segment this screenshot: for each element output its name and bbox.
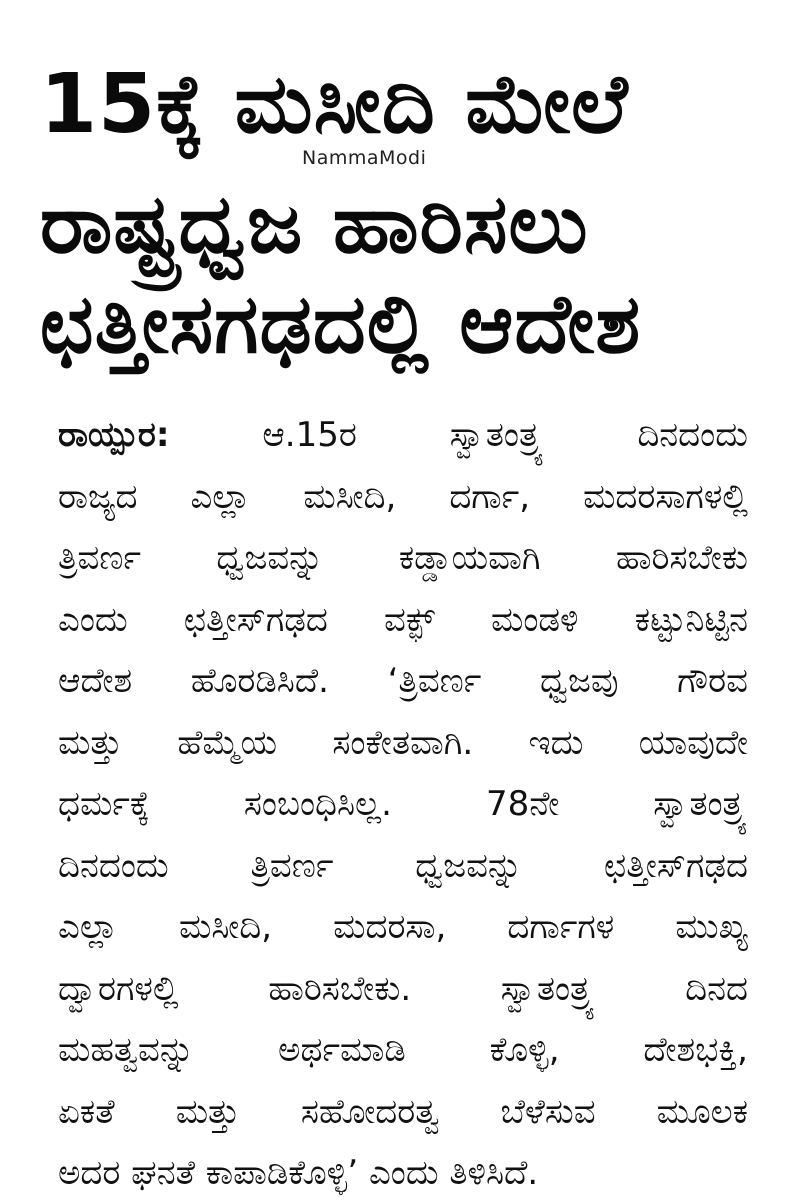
headline-line-3: ಛತ್ತೀಸಗಢದಲ್ಲಿ ಆದೇಶ — [40, 277, 642, 372]
article-line: ಧರ್ಮಕ್ಕೆ ಸಂಬಂಧಿಸಿಲ್ಲ. 78ನೇ ಸ್ವಾತಂತ್ರ್ಯ — [58, 784, 748, 824]
article-line: ಎಲ್ಲಾ ಮಸೀದಿ, ಮದರಸಾ, ದರ್ಗಾಗಳ ಮುಖ್ಯ — [58, 907, 748, 947]
dateline: ರಾಯ್ಪುರ: — [58, 415, 170, 455]
article-line — [58, 405, 748, 467]
article-line: ತ್ರಿವರ್ಣ ಧ್ವಜವನ್ನು ಕಡ್ಡಾಯವಾಗಿ ಹಾರಿಸಬೇಕು — [58, 538, 748, 578]
article-line: ದ್ವಾರಗಳಲ್ಲಿ ಹಾರಿಸಬೇಕು. ಸ್ವಾತಂತ್ರ್ಯ ದಿನದ — [58, 968, 748, 1009]
headline-line-2: ರಾಷ್ಟ್ರಧ್ವಜ ಹಾರಿಸಲು — [40, 177, 589, 272]
article-line: ಎಂದು ಛತ್ತೀಸ್‌ಗಢದ ವಕ್ಫ್ ಮಂಡಳಿ ಕಟ್ಟುನಿಟ್ಟಿನ — [58, 599, 748, 640]
article-line: ರಾಜ್ಯದ ಎಲ್ಲಾ ಮಸೀದಿ, ದರ್ಗಾ, ಮದರಸಾಗಳಲ್ಲಿ — [58, 476, 748, 517]
article-line: ಏಕತೆ ಮತ್ತು ಸಹೋದರತ್ವ ಬೆಳೆಸುವ ಮೂಲಕ — [58, 1091, 748, 1132]
article-line: ದಿನದಂದು ತ್ರಿವರ್ಣ ಧ್ವಜವನ್ನು ಛತ್ತೀಸ್‌ಗಢದ — [58, 845, 748, 886]
article-line-text: ಆ.15ರ ಸ್ವಾತಂತ್ರ್ಯ ದಿನದಂದು — [262, 415, 748, 455]
article-line: ಮಹತ್ವವನ್ನು ಅರ್ಥಮಾಡಿ ಕೊಳ್ಳಿ, ದೇಶಭಕ್ತಿ, — [58, 1030, 748, 1070]
article-line: ಅದರ ಘನತೆ ಕಾಪಾಡಿಕೊಳ್ಳಿ’ ಎಂದು ತಿಳಿಸಿದೆ. — [58, 1153, 539, 1193]
article-body — [58, 405, 748, 1200]
headline-line-1: 15ಕ್ಕೆ ಮಸೀದಿ ಮೇಲೆ — [40, 57, 629, 152]
article-line: ಮತ್ತು ಹೆಮ್ಮೆಯ ಸಂಕೇತವಾಗಿ. ಇದು ಯಾವುದೇ — [58, 722, 748, 763]
article-line: ಆದೇಶ ಹೊರಡಿಸಿದೆ. ‘ತ್ರಿವರ್ಣ ಧ್ವಜವು ಗೌರವ — [58, 661, 748, 701]
watermark-label: NammaModi — [302, 147, 427, 169]
